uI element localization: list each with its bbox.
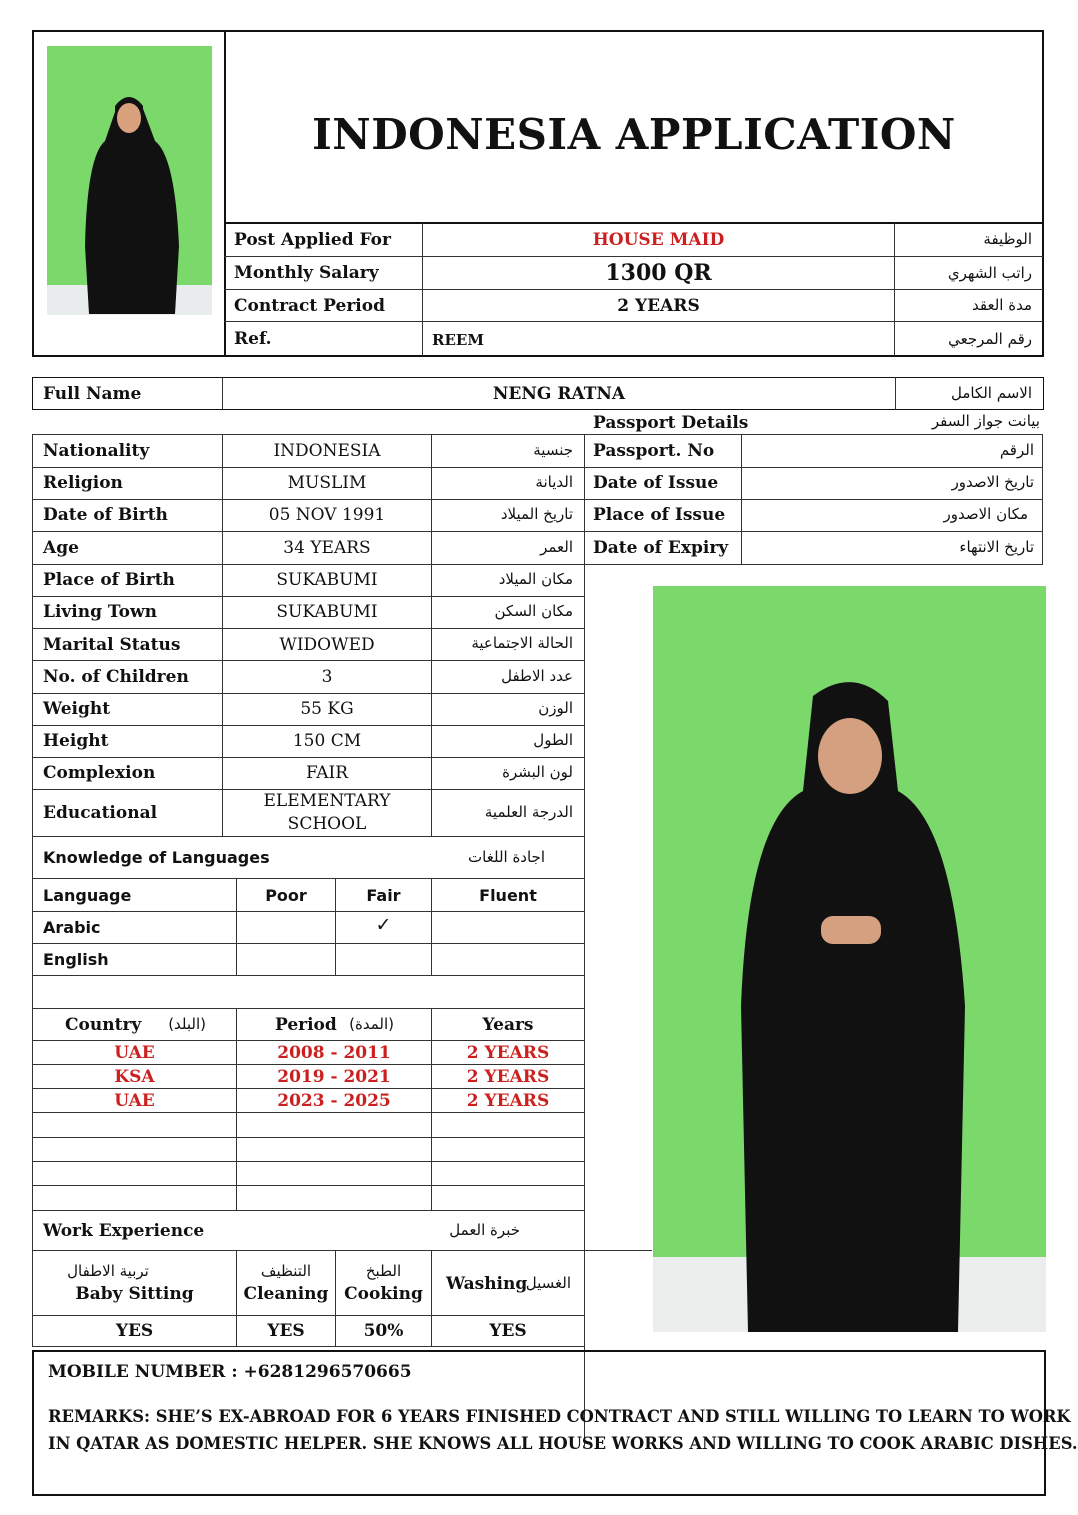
skill-washing-ar: الغسيل: [525, 1274, 571, 1292]
passport-no-ar: الرقم: [999, 441, 1034, 459]
languages-heading: Knowledge of Languages: [43, 848, 270, 867]
work-experience-heading-ar: خبرة العمل: [449, 1221, 520, 1239]
religion-value: MUSLIM: [287, 473, 367, 493]
weight-ar: الوزن: [538, 699, 573, 717]
full-name-value: NENG RATNA: [492, 384, 626, 404]
children-label: No. of Children: [43, 667, 189, 687]
exp-row-1-years: 2 YEARS: [466, 1043, 550, 1063]
height-ar: الطول: [533, 731, 573, 749]
dob-ar: تاريخ الميلاد: [500, 505, 573, 523]
religion-ar: الديانة: [535, 473, 573, 491]
skill-washing-label: Washing: [446, 1274, 528, 1294]
contract-ar: مدة العقد: [972, 296, 1032, 314]
nationality-label: Nationality: [43, 441, 150, 461]
remarks-line-2: IN QATAR AS DOMESTIC HELPER. SHE KNOWS ALL HOUSE WORKS AND WILLING TO COOK ARABIC DISHES.: [48, 1434, 1078, 1453]
salary-ar: راتب الشهري: [947, 264, 1032, 282]
full-name-label: Full Name: [43, 384, 142, 404]
lang-col-fair: Fair: [366, 886, 401, 905]
place-of-issue-label: Place of Issue: [593, 505, 726, 525]
skill-cooking-label: Cooking: [344, 1284, 423, 1304]
passport-heading: Passport Details: [593, 413, 749, 433]
ref-label: Ref.: [234, 329, 272, 349]
work-experience-heading: Work Experience: [43, 1221, 205, 1241]
mobile-number: MOBILE NUMBER : +6281296570665: [48, 1362, 412, 1382]
marital-status-label: Marital Status: [43, 635, 181, 655]
skill-cleaning-ar: التنظيف: [260, 1262, 312, 1280]
date-of-expiry-ar: تاريخ الانتهاء: [959, 538, 1034, 556]
living-town-label: Living Town: [43, 602, 157, 622]
skill-babysitting-label: Baby Sitting: [75, 1284, 194, 1304]
applicant-photo-small: [47, 46, 212, 315]
skill-babysitting-ar: تربية الاطفال: [67, 1262, 149, 1280]
salary-label: Monthly Salary: [234, 263, 379, 283]
height-value: 150 CM: [292, 731, 362, 751]
nationality-ar: جنسية: [533, 441, 573, 459]
place-of-birth-ar: مكان الميلاد: [498, 570, 573, 588]
nationality-value: INDONESIA: [273, 441, 381, 461]
exp-col-country-ar: (البلد): [168, 1015, 206, 1033]
dob-value: 05 NOV 1991: [268, 505, 386, 525]
languages-heading-ar: اجادة اللغات: [468, 848, 545, 866]
skill-babysitting-value: YES: [115, 1321, 154, 1341]
post-applied-ar: الوظيفة: [983, 230, 1032, 248]
contract-label: Contract Period: [234, 296, 385, 316]
exp-col-period-ar: (المدة): [349, 1015, 394, 1033]
education-value-line2: SCHOOL: [287, 814, 367, 834]
living-town-value: SUKABUMI: [276, 602, 378, 622]
skill-cooking-ar: الطبخ: [365, 1262, 402, 1280]
date-of-issue-ar: تاريخ الاصدور: [951, 473, 1034, 491]
skill-cleaning-label: Cleaning: [243, 1284, 329, 1304]
lang-english-name: English: [43, 950, 109, 969]
exp-row-1-period: 2008 - 2011: [277, 1043, 391, 1063]
exp-row-2-country: KSA: [114, 1067, 155, 1087]
page-title: INDONESIA APPLICATION: [312, 110, 956, 159]
exp-row-2-years: 2 YEARS: [466, 1067, 550, 1087]
exp-row-3-country: UAE: [114, 1091, 155, 1111]
post-applied-label: Post Applied For: [234, 230, 391, 250]
salary-value: 1300 QR: [605, 260, 712, 286]
full-name-ar: الاسم الكامل: [950, 384, 1032, 402]
lang-col-poor: Poor: [265, 886, 307, 905]
ref-ar: رقم المرجعي: [948, 330, 1032, 348]
passport-heading-ar: بيانت جواز السفر: [931, 412, 1040, 430]
date-of-issue-label: Date of Issue: [593, 473, 719, 493]
marital-status-ar: الحالة الاجتماعية: [471, 634, 573, 652]
remarks-line-1: REMARKS: SHE’S EX-ABROAD FOR 6 YEARS FINISHED CONTRACT AND STILL WILLING TO LEARN TO WORK: [48, 1407, 1071, 1426]
complexion-value: FAIR: [305, 763, 349, 783]
exp-col-country: Country: [65, 1015, 142, 1035]
age-ar: العمر: [540, 538, 573, 556]
children-ar: عدد الاطفل: [501, 667, 573, 685]
exp-col-years: Years: [482, 1015, 534, 1035]
applicant-photo-large: [653, 586, 1046, 1332]
place-of-birth-label: Place of Birth: [43, 570, 175, 590]
skill-washing-value: YES: [489, 1321, 527, 1341]
height-label: Height: [43, 731, 109, 751]
religion-label: Religion: [43, 473, 123, 493]
education-ar: الدرجة العلمية: [484, 803, 573, 821]
marital-status-value: WIDOWED: [279, 635, 375, 655]
complexion-label: Complexion: [43, 763, 156, 783]
lang-arabic-fair-check: ✓: [375, 914, 392, 936]
skill-cooking-value: 50%: [363, 1321, 404, 1341]
lang-arabic-name: Arabic: [43, 918, 101, 937]
ref-value: REEM: [432, 331, 484, 349]
place-of-issue-ar: مكان الاصدور: [943, 505, 1028, 523]
exp-row-2-period: 2019 - 2021: [277, 1067, 391, 1087]
post-applied-value: HOUSE MAID: [592, 230, 725, 250]
living-town-ar: مكان السكن: [494, 602, 573, 620]
lang-col-fluent: Fluent: [479, 886, 537, 905]
exp-col-period: Period: [275, 1015, 337, 1035]
children-value: 3: [321, 667, 333, 687]
date-of-expiry-label: Date of Expiry: [593, 538, 729, 558]
contract-value: 2 YEARS: [617, 296, 700, 316]
dob-label: Date of Birth: [43, 505, 168, 525]
place-of-birth-value: SUKABUMI: [276, 570, 378, 590]
complexion-ar: لون البشرة: [502, 763, 573, 781]
skill-cleaning-value: YES: [267, 1321, 305, 1341]
weight-value: 55 KG: [300, 699, 354, 719]
age-label: Age: [43, 538, 79, 558]
passport-no-label: Passport. No: [593, 441, 715, 461]
age-value: 34 YEARS: [283, 538, 371, 558]
education-value-line1: ELEMENTARY: [263, 791, 391, 811]
exp-row-3-period: 2023 - 2025: [277, 1091, 391, 1111]
lang-col-language: Language: [43, 886, 132, 905]
exp-row-3-years: 2 YEARS: [466, 1091, 550, 1111]
weight-label: Weight: [43, 699, 111, 719]
education-label: Educational: [43, 803, 158, 823]
exp-row-1-country: UAE: [114, 1043, 155, 1063]
